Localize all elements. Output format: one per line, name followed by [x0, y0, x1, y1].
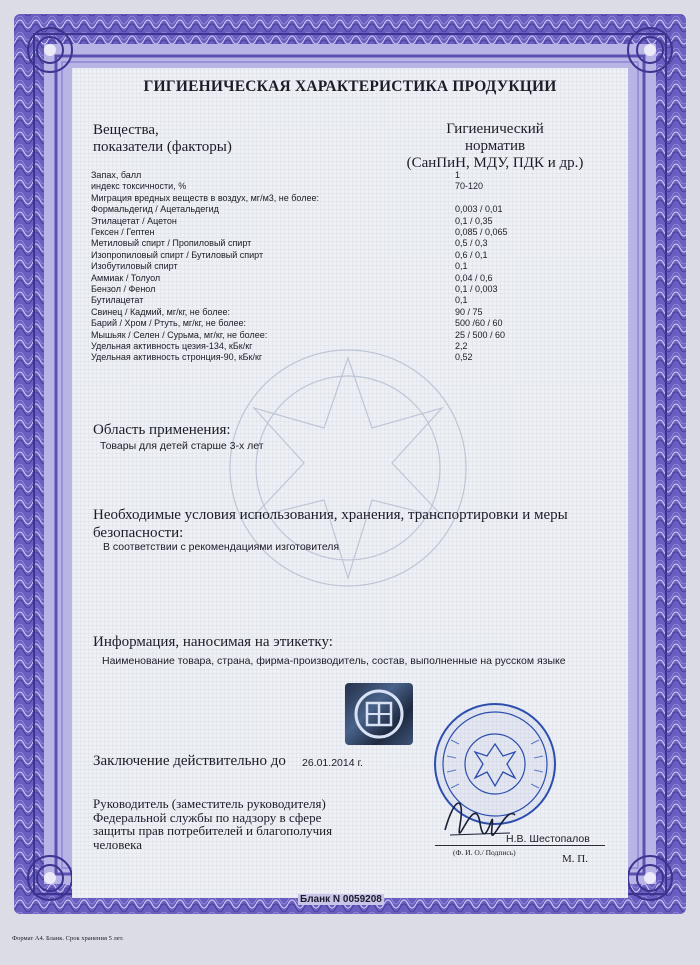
conditions-label-line2: безопасности:: [93, 525, 184, 541]
column-header-right: [400, 121, 590, 172]
mp-label: М. П.: [562, 853, 588, 865]
table-row: Запах, балл 1: [91, 170, 461, 180]
hologram-logo-icon: [345, 683, 413, 745]
signatory-block: [93, 797, 332, 851]
blank-number: Бланк N 0059208: [300, 894, 382, 905]
table-row: Этилацетат / Ацетон 0,1 / 0,35: [91, 215, 493, 226]
validity-date: 26.01.2014 г.: [302, 757, 363, 769]
column-header-left: [93, 122, 232, 156]
table-row: Миграция вредных веществ в воздух, мг/м3, не более:: [91, 192, 319, 203]
scope-value: Товары для детей старше 3-х лет: [100, 440, 264, 452]
table-row: индекс токсичности, % 70-120: [91, 181, 484, 192]
label-info-value: Наименование товара, страна, фирма-производитель, состав, выполненные на русском языке: [102, 655, 566, 667]
signatory-line: защиты прав потребителей и благополучия: [93, 823, 333, 838]
document-title: ГИГИЕНИЧЕСКАЯ ХАРАКТЕРИСТИКА ПРОДУКЦИИ: [143, 78, 557, 95]
table-row: Аммиак / Толуол 0,04 / 0,6: [91, 272, 493, 283]
table-row: Формальдегид / Ацетальдегид 0,003 / 0,01: [91, 204, 503, 215]
column-header-left-line1: Вещества,: [93, 122, 159, 138]
footer-note: Формат А4. Бланк. Срок хранения 5 лет.: [12, 935, 124, 942]
signature-line: [435, 845, 605, 846]
table-row: Изопропиловый спирт / Бутиловый спирт 0,6 / 0,1: [91, 249, 488, 260]
label-info-label: Информация, наносимая на этикетку:: [93, 634, 333, 650]
table-row: Бензол / Фенол 0,1 / 0,003: [91, 284, 498, 294]
conditions-label-line1: Необходимые условия использования, хранения, транспортировки и меры: [93, 507, 568, 523]
table-row: Мышьяк / Селен / Сурьма, мг/кг, не более: 25 / 500 / 60: [91, 329, 506, 340]
fio-caption: (Ф. И. О./ Подпись): [453, 848, 516, 857]
signatory-line: Федеральной службы по надзору в сфере: [93, 809, 322, 825]
table-row: Метиловый спирт / Пропиловый спирт 0,5 / 0,3: [91, 238, 488, 249]
column-header-right-line2: норматив: [464, 138, 526, 154]
validity-label: Заключение действительно до: [93, 753, 286, 769]
signatory-line: Руководитель (заместитель руководителя): [93, 796, 326, 811]
scope-label: Область применения:: [93, 422, 231, 438]
column-header-right-line1: Гигиенический: [446, 121, 544, 137]
table-row: Удельная активность стронция-90, кБк/кг 0,52: [91, 352, 473, 363]
table-row: Бутилацетат 0,1: [91, 295, 468, 306]
column-header-left-line2: показатели (факторы): [93, 139, 232, 155]
signatory-name: Н.В. Шестопалов: [506, 833, 590, 845]
table-row: Свинец / Кадмий, мг/кг, не более: 90 / 75: [91, 306, 483, 317]
table-row: Изобутиловый спирт 0,1: [91, 261, 468, 272]
table-row: Гексен / Гептен 0,085 / 0,065: [91, 227, 508, 237]
signatory-line: человека: [93, 836, 143, 852]
conditions-value: В соответствии с рекомендациями изготовителя: [103, 541, 340, 553]
table-row: Удельная активность цезия-134, кБк/кг 2,2: [91, 341, 468, 351]
column-header-right-line3: (СанПиН, МДУ, ПДК и др.): [406, 155, 584, 171]
hologram-sticker: [345, 683, 413, 745]
table-row: Барий / Хром / Ртуть, мг/кг, не более: 500 /60 / 60: [91, 318, 503, 329]
